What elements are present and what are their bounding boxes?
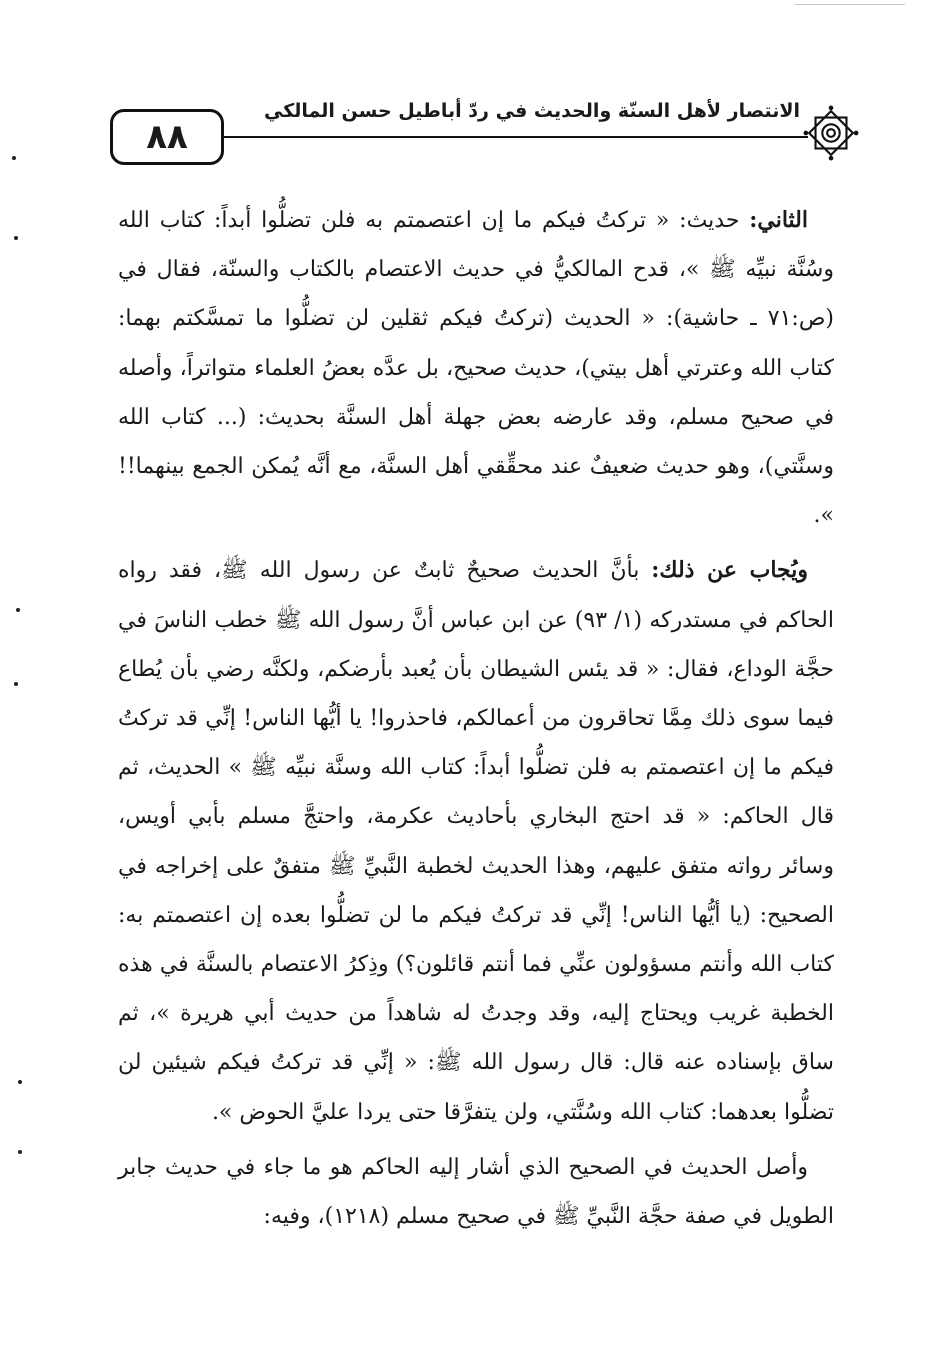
scan-speck	[16, 608, 20, 612]
paragraph	[118, 196, 834, 540]
running-title: الانتصار لأهل السنّة والحديث في ردّ أباطيل حسن المالكي	[234, 96, 806, 126]
paragraph-lead: الثاني:	[749, 207, 808, 233]
paragraph	[118, 1143, 834, 1241]
ornament-star-icon	[802, 104, 860, 162]
scan-speck	[18, 1150, 22, 1154]
body-text	[118, 196, 834, 1247]
page-number: ٨٨	[110, 109, 224, 165]
scan-speck	[14, 236, 18, 240]
page-header	[110, 96, 860, 166]
scan-speck	[12, 156, 16, 160]
paragraph-text: بأنَّ الحديث صحيحٌ ثابتٌ عن رسول الله ﷺ، فقد رواه الحاكم في مستدركه (١/ ٩٣) عن ابن عباس أنَّ رسول الله ﷺ خطب الناسَ في حجَّة الوداع، فقال: « قد يئس الشيطان بأن يُعبد بأرضكم، ولكنَّه رضي بأن يُطاع فيما سوى ذلك مِمَّا تحاقرون من أعمالكم، فاحذروا! يا أيُّها الناس! إنِّي قد تركتُ فيكم ما إن اعتصمتم به فلن تضلُّوا أبداً: كتاب الله وسنَّة نبيِّه ﷺ » الحديث، ثم قال الحاكم: « قد احتج البخاري بأحاديث عكرمة، واحتجَّ مسلم بأبي أويس، وسائر رواته متفق عليهم، وهذا الحديث لخطبة النَّبيِّ ﷺ متفقٌ على إخراجه في الصحيح: (يا أيُّها الناس! إنِّي قد تركتُ فيكم ما لن تضلُّوا بعده إن اعتصمتم به: كتاب الله وأنتم مسؤولون عنِّي فما أنتم قائلون؟) وذِكرُ الاعتصام بالسنَّة في هذه الخطبة غريب ويحتاج إليه، وقد وجدتُ له شاهداً من حديث أبي هريرة »، ثم ساق بإسناده عنه قال: قال رسول الله ﷺ: « إنِّي قد تركتُ فيكم شيئين لن تضلُّوا بعدهما: كتاب الله وسُنَّتي، ولن يتفرَّقا حتى يردا عليَّ الحوض ».	[118, 558, 834, 1125]
paragraph	[118, 546, 834, 1136]
scan-speck	[14, 682, 18, 686]
paragraph-lead: ويُجاب عن ذلك:	[651, 557, 808, 584]
paragraph-text: وأصل الحديث في الصحيح الذي أشار إليه الحاكم هو ما جاء في حديث جابر الطويل في صفة حجَّة النَّبيِّ ﷺ في صحيح مسلم (١٢١٨)، وفيه:	[118, 1154, 834, 1230]
scan-edge-line	[795, 4, 905, 5]
paragraph-text: حديث: « تركتُ فيكم ما إن اعتصمتم به فلن تضلُّوا أبداً: كتاب الله وسُنَّة نبيِّه ﷺ »، قدح المالكيُّ في حديث الاعتصام بالكتاب والسنّة، فقال في (ص:٧١ ـ حاشية): « الحديث (تركتُ فيكم ثقلين لن تضلُّوا ما تمسَّكتم بهما: كتاب الله وعترتي أهل بيتي)، حديث صحيح، بل عدَّه بعضُ العلماء متواتراً، وأصله في صحيح مسلم، وقد عارضه بعض جهلة أهل السنَّة بحديث: (... كتاب الله وسنَّتي)، وهو حديث ضعيفٌ عند محقِّقي أهل السنَّة، مع أنَّه يُمكن الجمع بينهما!! ».	[118, 208, 834, 529]
scan-speck	[18, 1080, 22, 1084]
